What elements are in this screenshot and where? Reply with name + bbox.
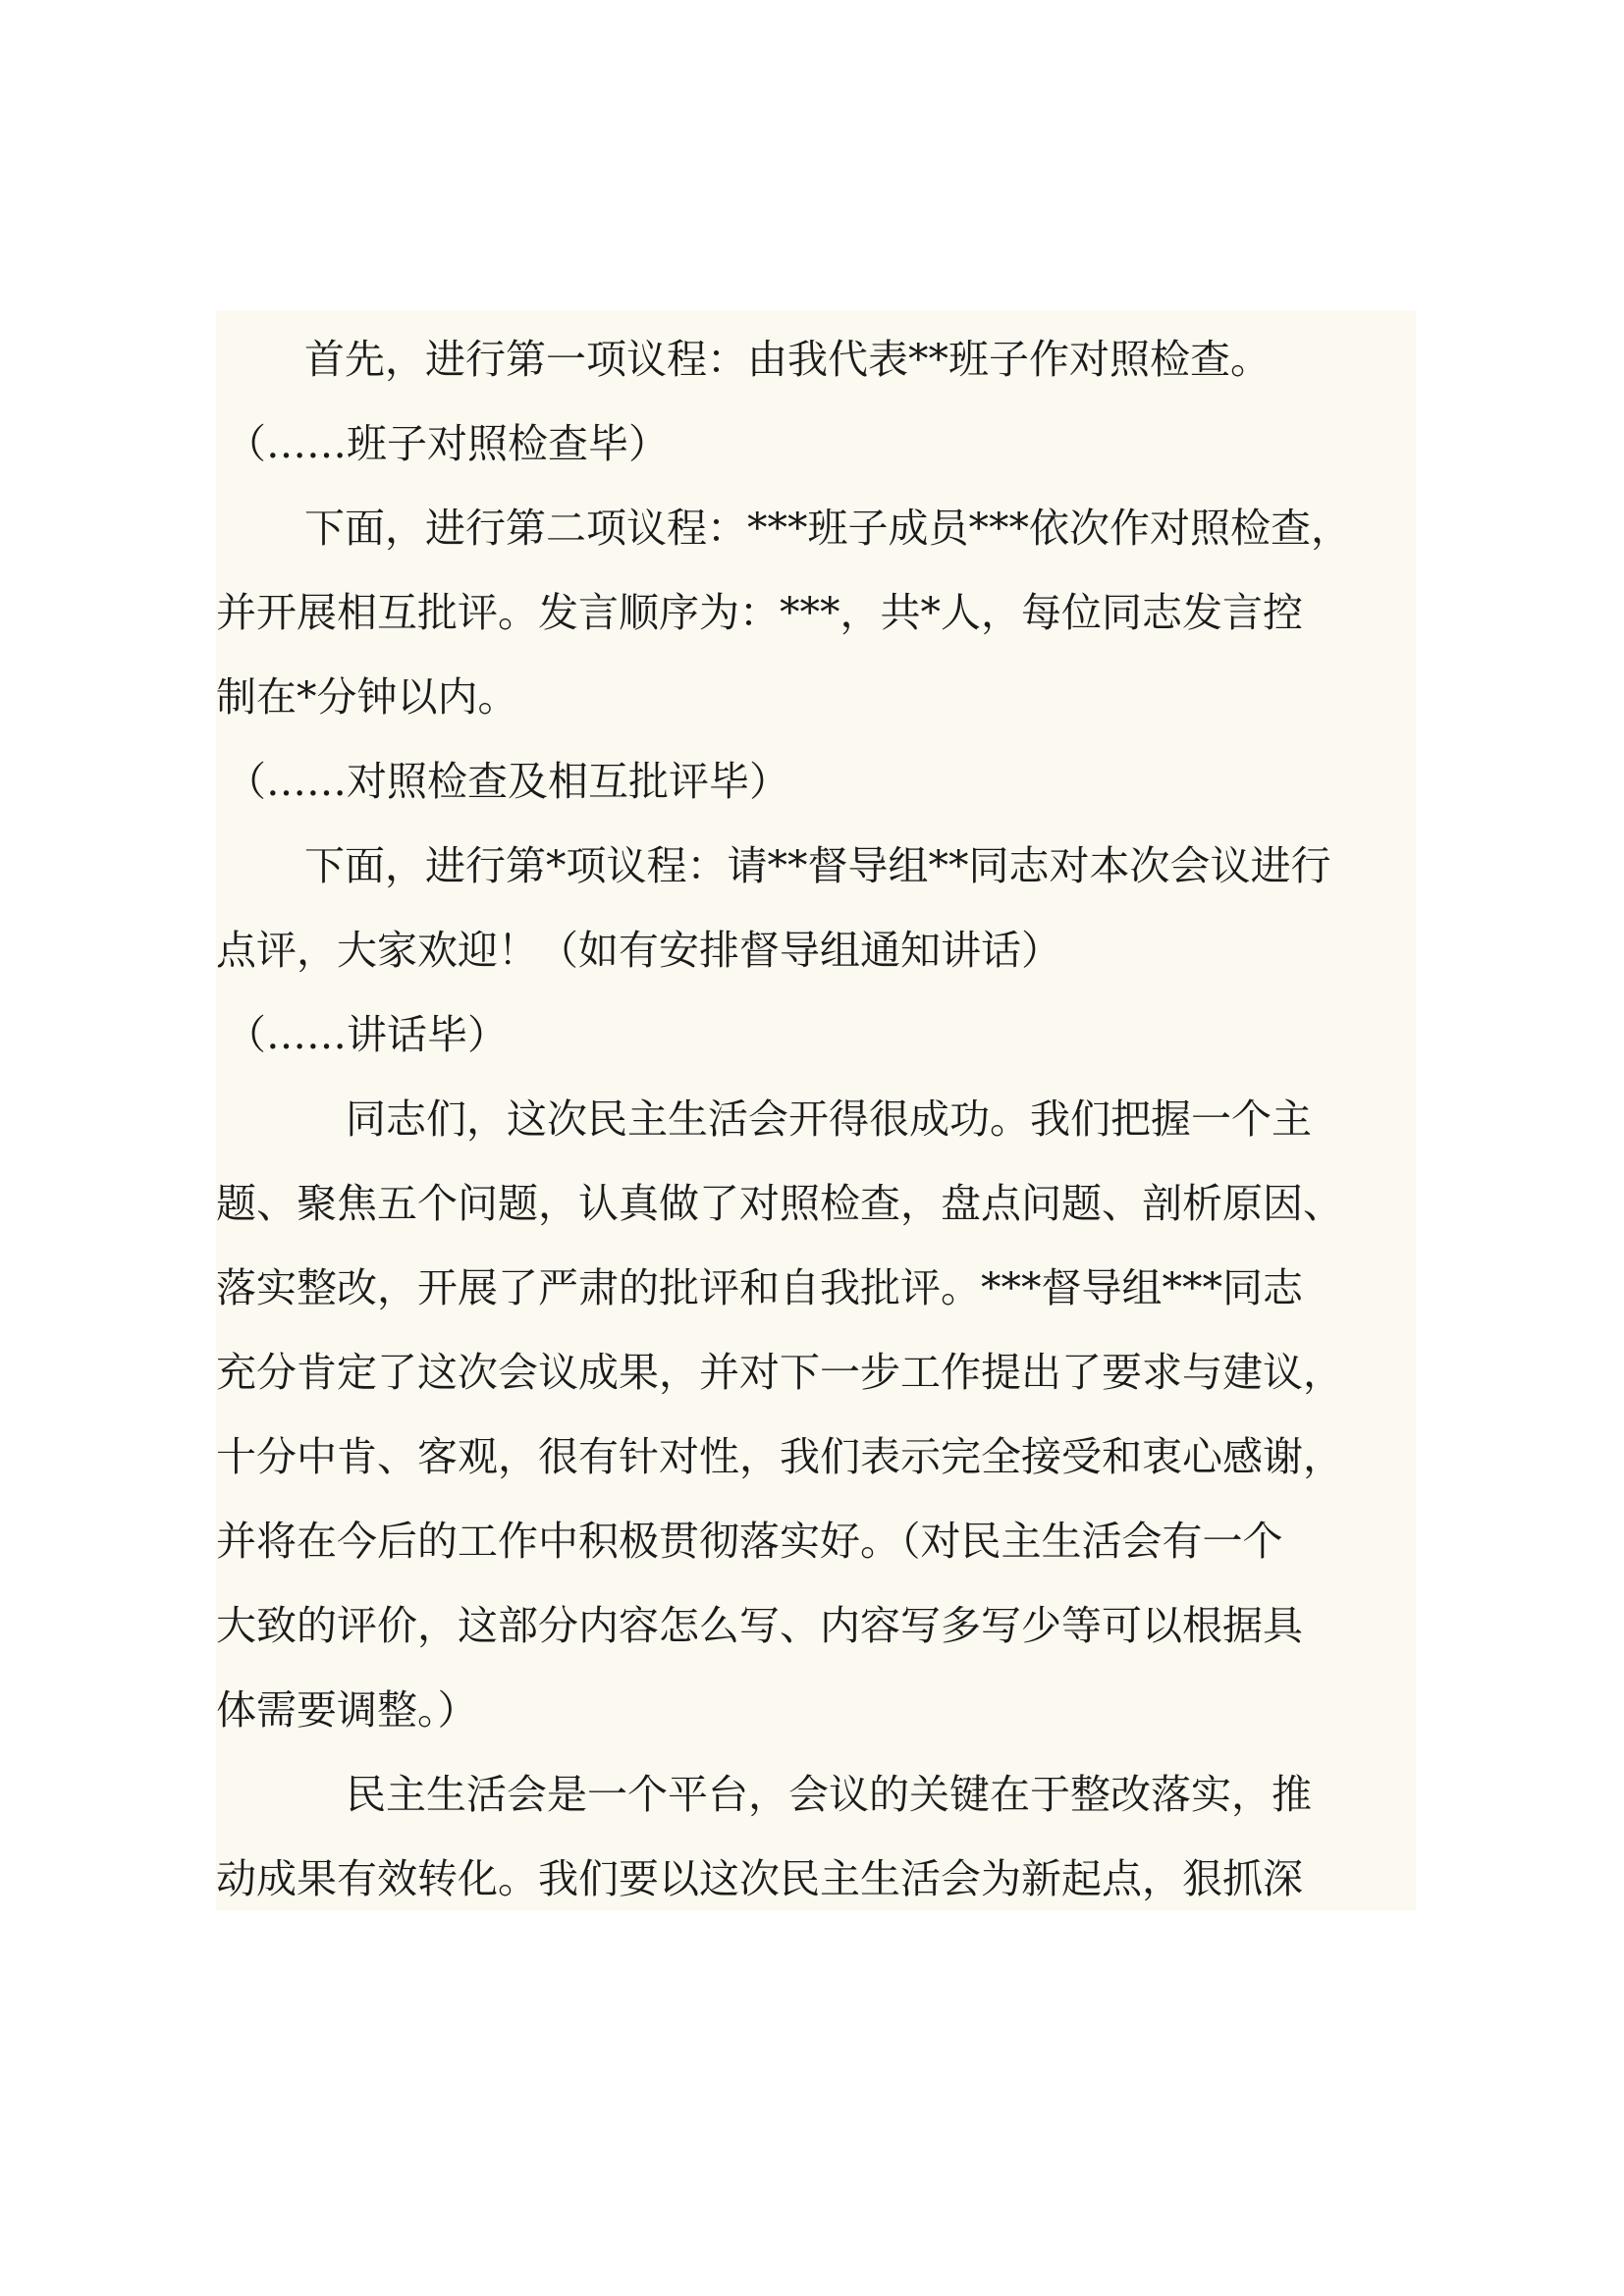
text-line: 点评，大家欢迎！（如有安排督导组通知讲话）	[216, 927, 1061, 974]
text-line: （……对照检查及相互批评毕）	[226, 758, 789, 805]
text-line: 体需要调整。）	[216, 1686, 478, 1734]
text-line: 并开展相互批评。发言顺序为：***，共*人，每位同志发言控	[216, 589, 1303, 636]
text-line: 同志们，这次民主生活会开得很成功。我们把握一个主	[346, 1095, 1312, 1143]
text-line: 落实整改，开展了严肃的批评和自我批评。***督导组***同志	[216, 1264, 1303, 1311]
text-line: 下面，进行第二项议程：***班子成员***依次作对照检查，	[304, 505, 1351, 552]
text-line: （……讲话毕）	[226, 1011, 508, 1058]
text-line: 并将在今后的工作中积极贯彻落实好。（对民主生活会有一个	[216, 1518, 1283, 1565]
text-line: 首先，进行第一项议程：由我代表**班子作对照检查。	[304, 336, 1271, 383]
document-text-block	[216, 310, 1416, 1910]
text-line: 下面，进行第*项议程：请**督导组**同志对本次会议进行	[304, 842, 1331, 889]
text-line: 充分肯定了这次会议成果，并对下一步工作提出了要求与建议，	[216, 1349, 1343, 1396]
text-line: 动成果有效转化。我们要以这次民主生活会为新起点，狠抓深	[216, 1855, 1303, 1902]
text-line: 十分中肯、客观，很有针对性，我们表示完全接受和衷心感谢，	[216, 1433, 1343, 1480]
text-line: （……班子对照检查毕）	[226, 420, 669, 467]
text-line: 制在*分钟以内。	[216, 673, 518, 721]
text-line: 题、聚焦五个问题，认真做了对照检查，盘点问题、剖析原因、	[216, 1180, 1343, 1227]
text-line: 大致的评价，这部分内容怎么写、内容写多写少等可以根据具	[216, 1602, 1303, 1649]
text-line: 民主生活会是一个平台，会议的关键在于整改落实，推	[346, 1771, 1312, 1818]
